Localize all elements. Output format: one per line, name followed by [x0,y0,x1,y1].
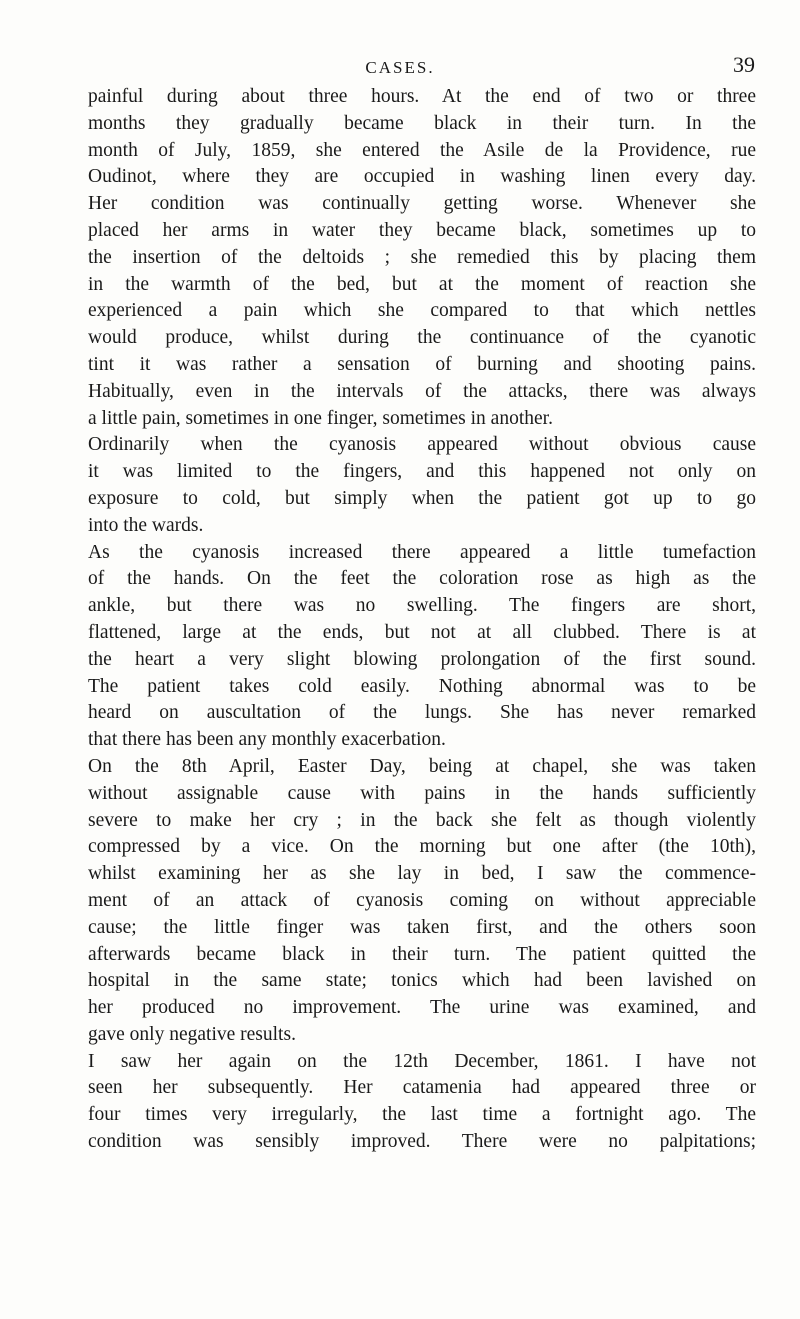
text-line: I saw her again on the 12th December, 1861. I have not [88,1050,756,1072]
text-line: a little pain, sometimes in one finger, sometimes in another. [88,407,553,429]
paragraph [88,432,756,539]
text-line: without assignable cause with pains in the hands sufficiently [88,782,756,804]
text-line: flattened, large at the ends, but not at all clubbed. There is at [88,621,756,643]
text-line: Her condition was continually getting worse. Whenever she [88,193,756,215]
paragraph [88,84,756,432]
text-line: the insertion of the deltoids ; she remedied this by placing them [88,246,756,268]
text-line: her produced no improvement. The urine was examined, and [88,997,756,1019]
text-line: the heart a very slight blowing prolongation of the first sound. [88,648,756,670]
text-line: condition was sensibly improved. There were no palpitations; [88,1131,756,1153]
text-line: of the hands. On the feet the coloration rose as high as the [88,568,756,590]
text-line: tint it was rather a sensation of burning and shooting pains. [88,353,756,375]
paragraph [88,540,756,754]
text-line: four times very irregularly, the last time a fortnight ago. The [88,1104,756,1126]
text-line: cause; the little finger was taken first, and the others soon [88,916,756,938]
text-line: afterwards became black in their turn. The patient quitted the [88,943,756,965]
text-line: ment of an attack of cyanosis coming on without appreciable [88,889,756,911]
text-line: months they gradually became black in their turn. In the [88,112,756,134]
text-line: would produce, whilst during the continuance of the cyanotic [88,327,756,349]
text-line: Oudinot, where they are occupied in washing linen every day. [88,166,756,188]
text-line: in the warmth of the bed, but at the moment of reaction she [88,273,756,295]
text-line: exposure to cold, but simply when the patient got up to go [88,487,756,509]
text-line: into the wards. [88,514,204,536]
text-line: heard on auscultation of the lungs. She has never remarked [88,702,756,724]
text-line: month of July, 1859, she entered the Asile de la Providence, rue [88,139,756,161]
text-line: whilst examining her as she lay in bed, I saw the commence- [88,863,756,885]
text-line: seen her subsequently. Her catamenia had appeared three or [88,1077,756,1099]
paragraph [88,1049,756,1156]
text-line: it was limited to the fingers, and this happened not only on [88,461,756,483]
text-line: As the cyanosis increased there appeared a little tumefaction [88,541,756,563]
text-line: severe to make her cry ; in the back she felt as though violently [88,809,756,831]
text-line: experienced a pain which she compared to that which nettles [88,300,756,322]
page-number: 39 [733,52,755,77]
paragraph [88,754,756,1049]
text-line: On the 8th April, Easter Day, being at chapel, she was taken [88,755,756,777]
text-line: painful during about three hours. At the end of two or three [88,86,756,107]
running-title: CASES. [365,58,435,77]
text-line: ankle, but there was no swelling. The fingers are short, [88,595,756,617]
text-line: compressed by a vice. On the morning but one after (the 10th), [88,836,756,858]
body-text [88,84,756,1156]
text-line: Habitually, even in the intervals of the attacks, there was always [88,380,756,402]
text-line: placed her arms in water they became black, sometimes up to [88,219,756,241]
text-line: gave only negative results. [88,1023,296,1045]
text-line: Ordinarily when the cyanosis appeared without obvious cause [88,434,756,456]
text-line: that there has been any monthly exacerbation. [88,729,446,751]
text-line: hospital in the same state; tonics which had been lavished on [88,970,756,992]
text-line: The patient takes cold easily. Nothing abnormal was to be [88,675,756,697]
